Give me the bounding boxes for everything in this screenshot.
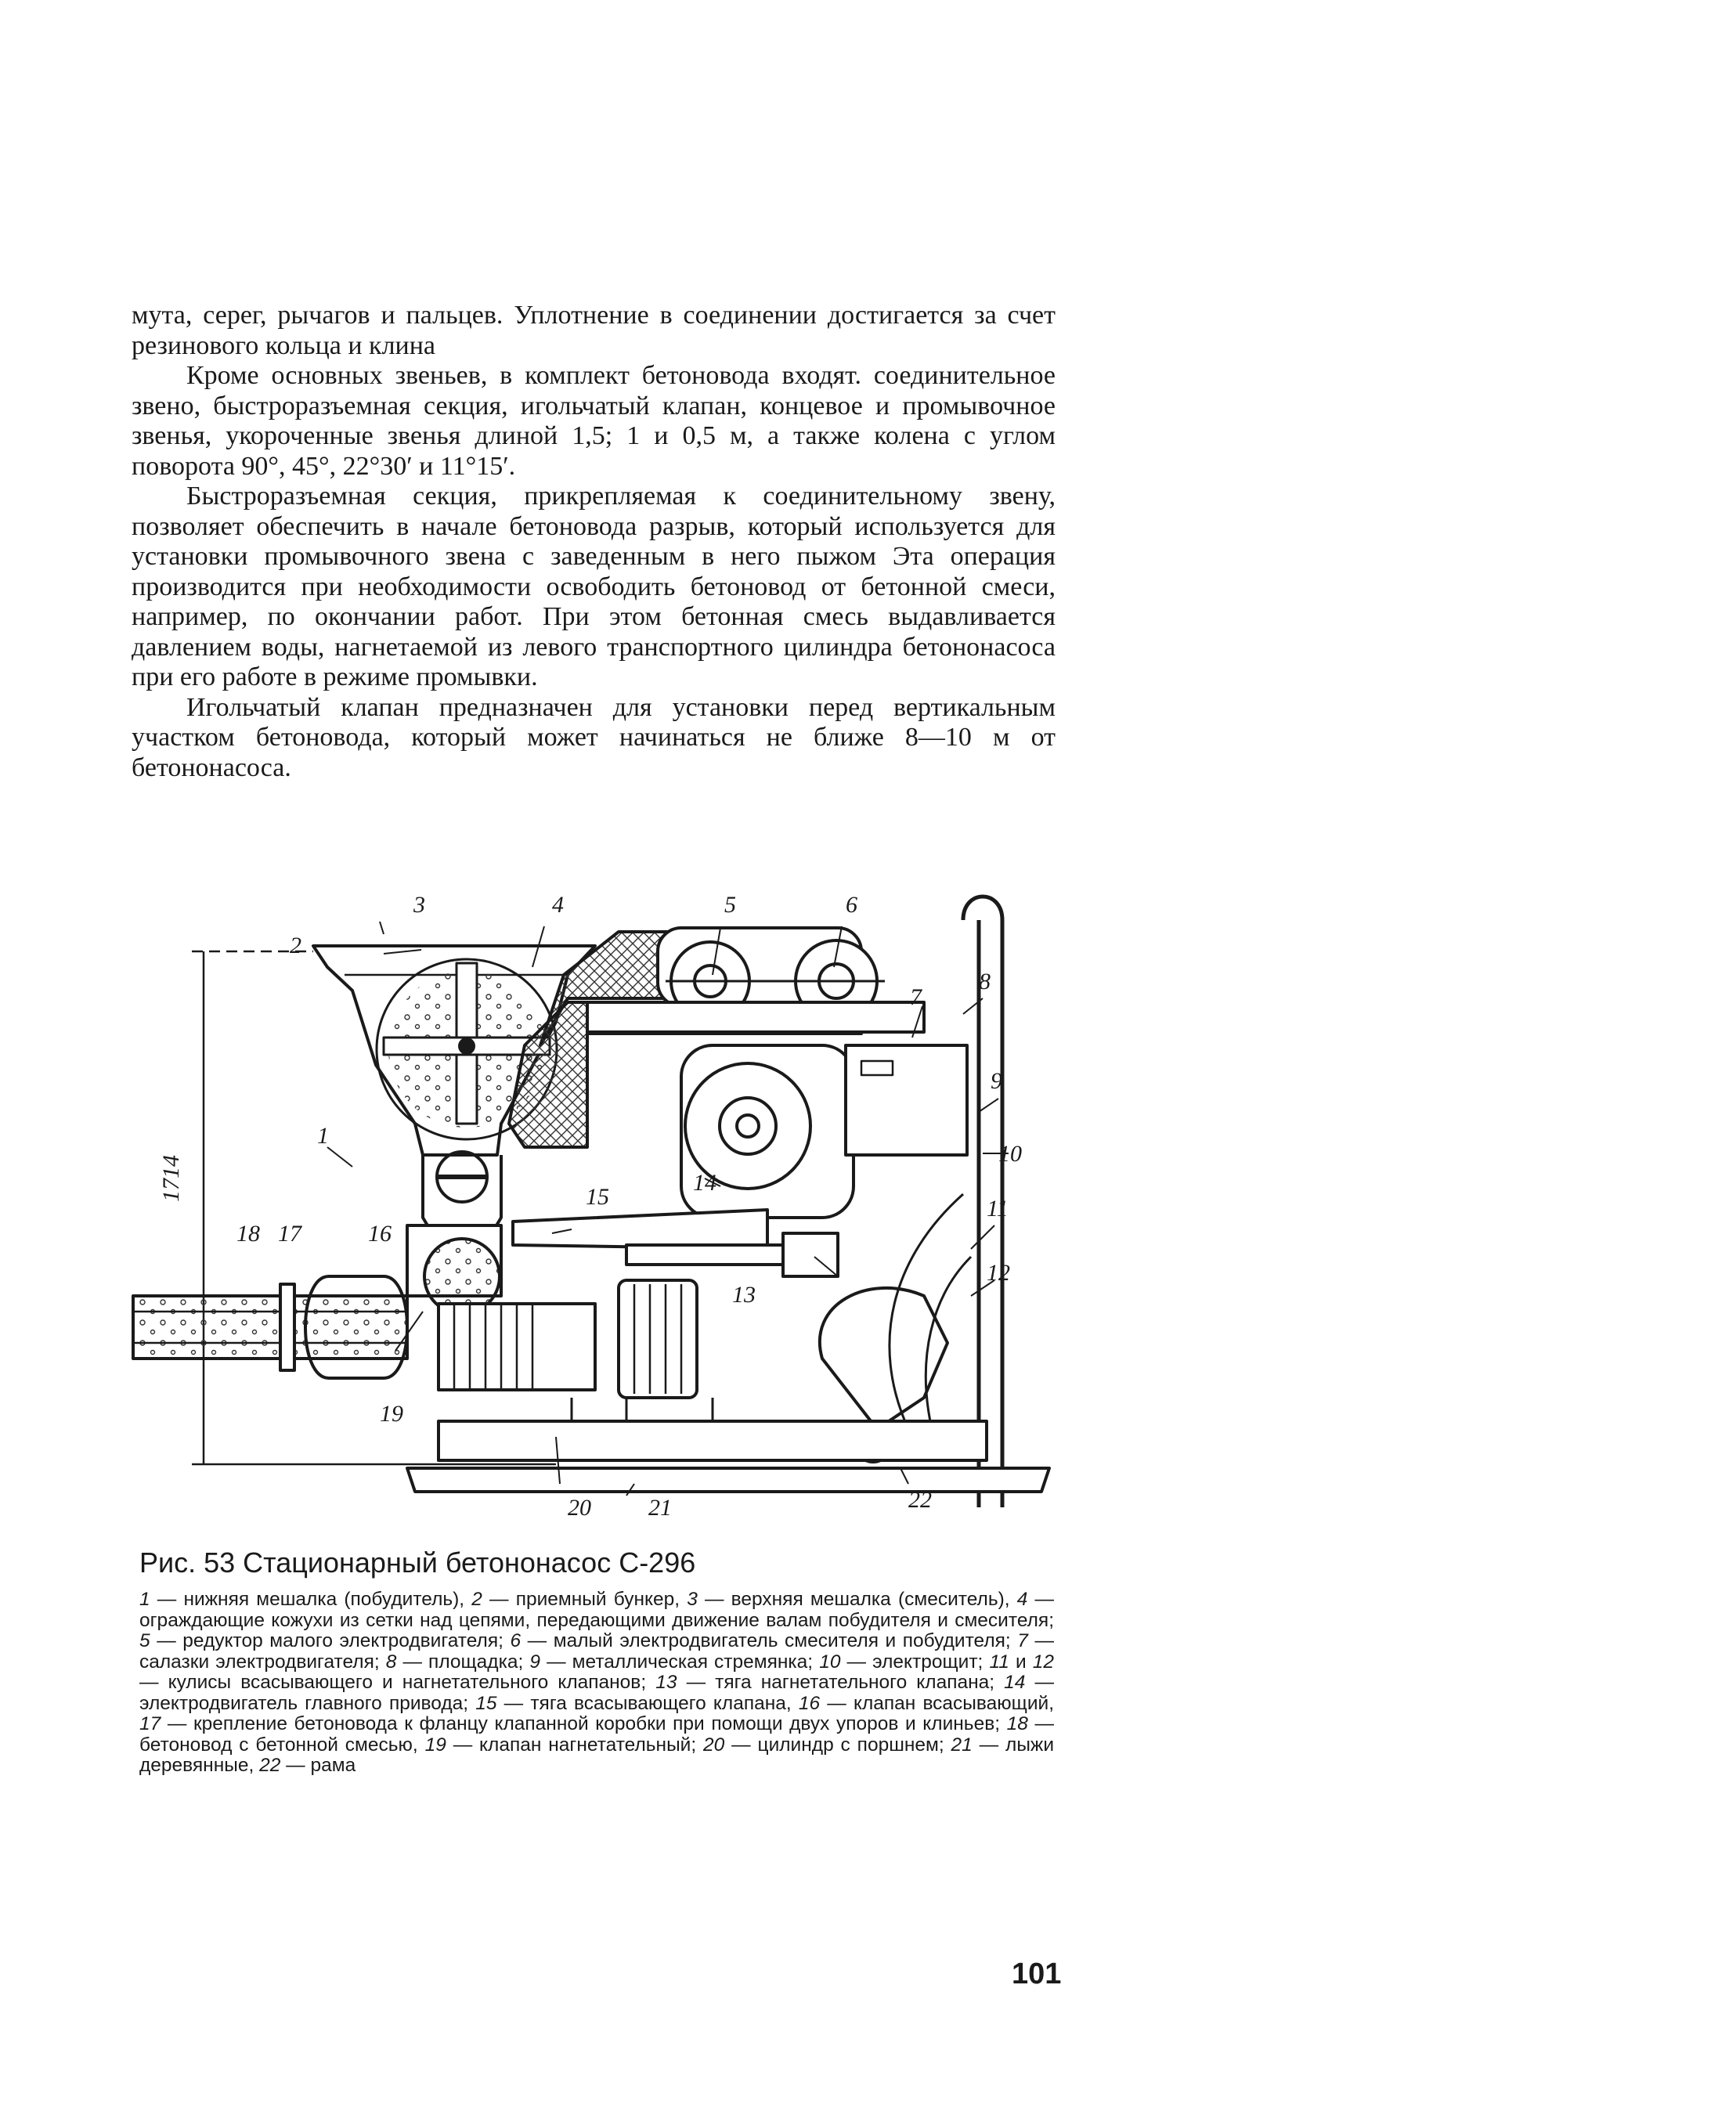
part-label: 3 bbox=[413, 892, 425, 918]
legend-item: 10 — электрощит; bbox=[819, 1651, 990, 1673]
part-label: 11 bbox=[987, 1196, 1009, 1222]
part-label: 4 bbox=[552, 892, 564, 918]
body-text bbox=[132, 301, 1056, 783]
part-label: 12 bbox=[987, 1260, 1010, 1286]
part-label: 18 bbox=[236, 1221, 260, 1247]
part-label: 5 bbox=[724, 892, 736, 918]
legend-item: 17 — крепление бетоновода к фланцу клапанной коробки при помощи двух упоров и клиньев; bbox=[139, 1713, 1007, 1734]
legend-item: 14 — электродвигатель главного привода; bbox=[139, 1672, 1054, 1714]
legend-item: 13 — тяга нагнетательного клапана; bbox=[655, 1672, 1005, 1693]
legend-item: 18 — бетоновод с бетонной смесью, bbox=[139, 1713, 1054, 1756]
legend-item: 22 — рама bbox=[259, 1755, 356, 1776]
paragraph: мута, серег, рычагов и пальцев. Уплотнение в соединении достигается за счет резинового кольца и клина bbox=[132, 301, 1056, 360]
part-label: 6 bbox=[846, 892, 857, 918]
paragraph: Кроме основных звеньев, в комплект бетоновода входят. соединительное звено, быстроразъемная секция, игольчатый клапан, концевое и промывочное звенья, укороченные звенья длиной 1,5; 1 и 0,5 м, а также колена с углом поворота 90°, 45°, 22°30′ и 11°15′. bbox=[132, 361, 1056, 481]
part-label: 19 bbox=[380, 1401, 403, 1427]
legend-item: 5 — редуктор малого электродвигателя; bbox=[139, 1630, 511, 1651]
legend-item: 21 — лыжи деревянные, bbox=[139, 1734, 1055, 1776]
part-label: 10 bbox=[998, 1141, 1022, 1167]
paragraph: Быстроразъемная секция, прикрепляемая к соединительному звену, позволяет обеспечить в начале бетоновода разрыв, который используется для установки промывочного звена с заведенным в него пыжом Эта операция производится при необходимости освободить бетоновод от бетонной смеси, например, по окончании работ. При этом бетонная смесь выдавливается давлением воды, нагнетаемой из левого транспортного цилиндра бетононасоса при его работе в режиме промывки. bbox=[132, 482, 1056, 691]
part-label: 7 bbox=[910, 984, 922, 1010]
part-label: 20 bbox=[568, 1495, 591, 1521]
legend-item: 11 и bbox=[989, 1651, 1033, 1673]
part-label: 8 bbox=[979, 969, 991, 994]
part-label: 9 bbox=[991, 1068, 1002, 1094]
paragraph: Игольчатый клапан предназначен для установки перед вертикальным участком бетоновода, который может начинаться не ближе 8—10 м от бетононасоса. bbox=[132, 692, 1056, 782]
legend-item: 12 — кулисы всасывающего и нагнетательного клапанов; bbox=[139, 1651, 1054, 1693]
legend-item: 8 — площадка; bbox=[385, 1651, 530, 1673]
legend-item: 9 — металлическая стремянка; bbox=[529, 1651, 820, 1673]
dimension-label: 1714 bbox=[158, 1155, 184, 1202]
part-label: 15 bbox=[586, 1184, 609, 1210]
technical-drawing bbox=[117, 889, 1081, 1531]
figure-caption: Рис. 53 Стационарный бетононасос С-296 bbox=[139, 1546, 696, 1579]
legend-item: 19 — клапан нагнетательный; bbox=[424, 1734, 704, 1756]
legend-item: 6 — малый электродвигатель смесителя и побудителя; bbox=[510, 1630, 1018, 1651]
legend-item: 3 — верхняя мешалка (смеситель), bbox=[687, 1589, 1017, 1610]
legend-item: 16 — клапан всасывающий, bbox=[798, 1692, 1054, 1714]
part-label: 16 bbox=[368, 1221, 392, 1247]
part-label: 13 bbox=[732, 1282, 756, 1308]
legend-item: 4 — ограждающие кожухи из сетки над цепями, передающими движение валам побудителя и смесителя; bbox=[139, 1589, 1054, 1631]
part-label: 17 bbox=[278, 1221, 301, 1247]
legend-item: 2 — приемный бункер, bbox=[471, 1589, 688, 1610]
legend-item: 1 — нижняя мешалка (побудитель), bbox=[139, 1589, 472, 1610]
legend-item: 20 — цилиндр с поршнем; bbox=[703, 1734, 951, 1756]
page-number: 101 bbox=[1012, 1958, 1062, 1990]
part-label: 22 bbox=[908, 1487, 932, 1513]
legend-item: 7 — салазки электродвигателя; bbox=[139, 1630, 1054, 1673]
part-label: 14 bbox=[693, 1170, 716, 1196]
legend-item: 15 — тяга всасывающего клапана, bbox=[475, 1692, 799, 1714]
part-label: 21 bbox=[648, 1495, 672, 1521]
part-label: 1 bbox=[317, 1123, 329, 1149]
part-label: 2 bbox=[290, 933, 301, 958]
figure-legend bbox=[139, 1590, 1054, 1777]
concrete-pump-drawing bbox=[117, 889, 1081, 1531]
